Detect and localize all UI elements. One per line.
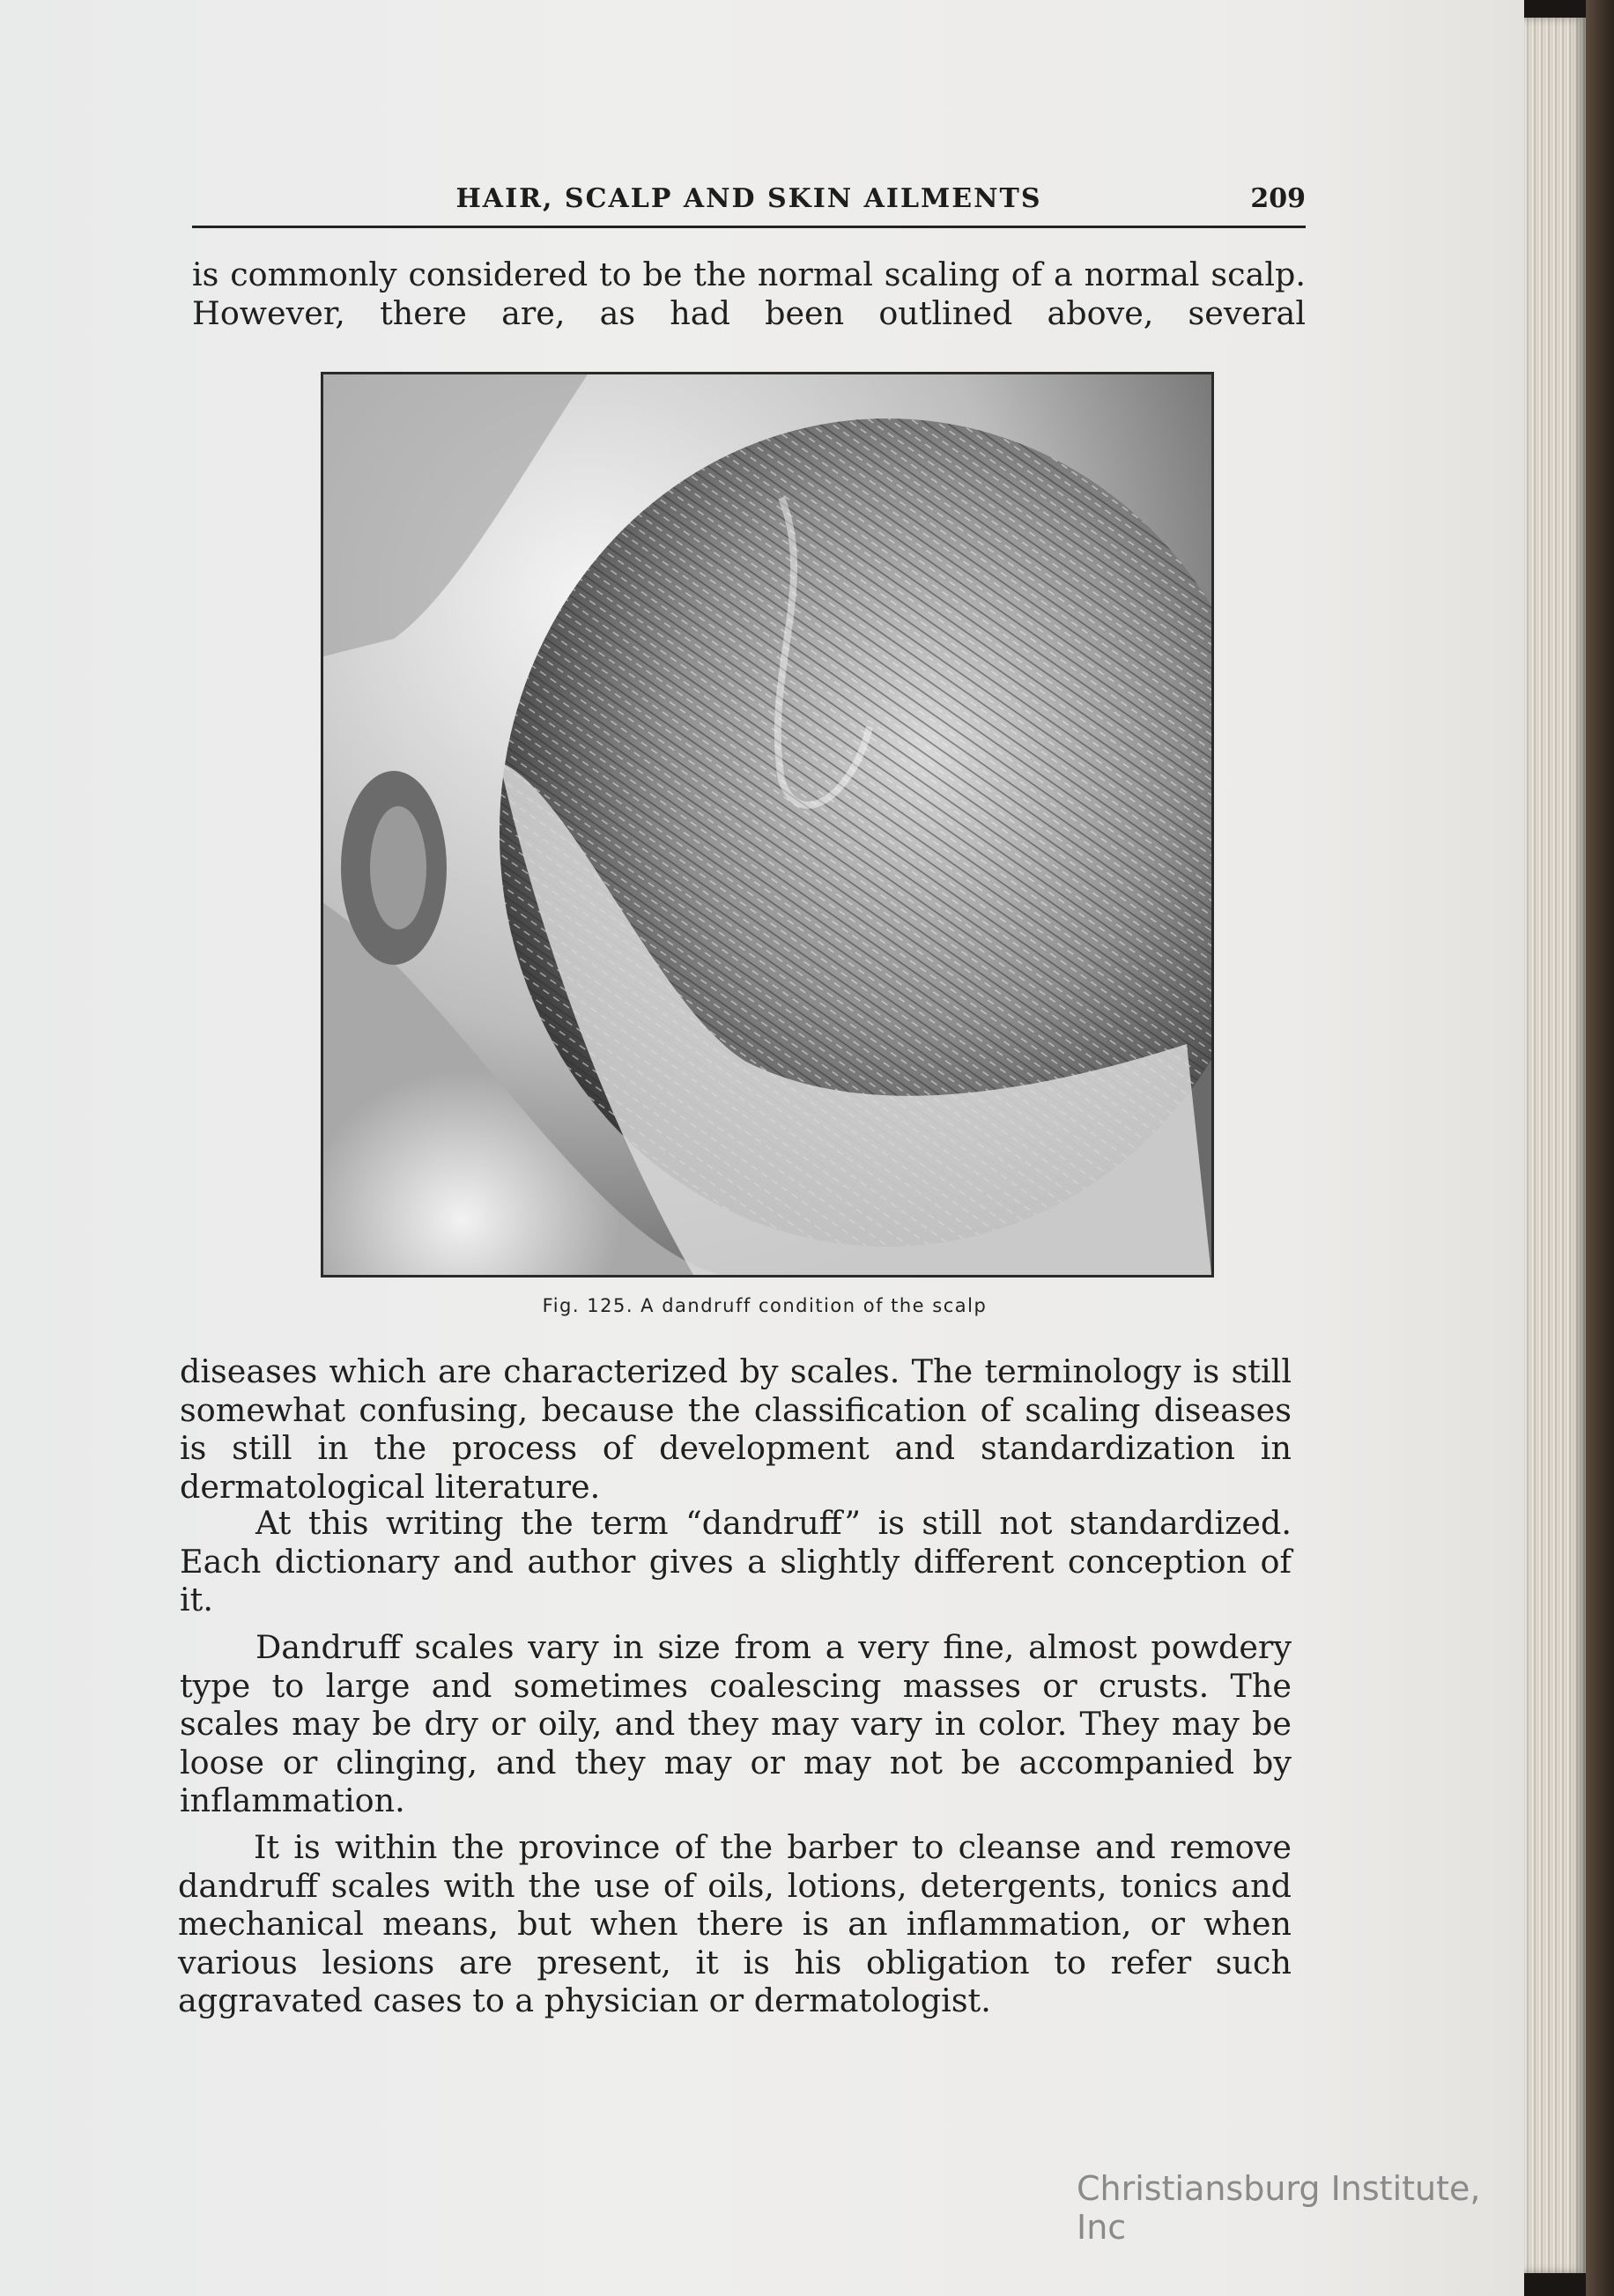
paragraph-1: diseases which are characterized by scales. The terminology is still somewhat confusing, because the classification of scaling diseases is still in the process of development and standardization in dermatological literature. — [180, 1352, 1292, 1506]
paragraph-3: Dandruff scales vary in size from a very fine, almost powdery type to large and sometimes coalescing masses or crusts. The scales may be dry or oily, and they may vary in color. They may be loose or clinging, and they may or may not be accompanied by inflammation. — [180, 1628, 1292, 1819]
book-spine — [1586, 0, 1614, 2296]
paragraph-4: It is within the province of the barber to cleanse and remove dandruff scales with the use of oils, lotions, detergents, tonics and mechanical means, but when there is an inflammation, or when various lesions are present, it is his obligation to refer such aggravated cases to a physician or dermatologist. — [178, 1828, 1292, 2019]
scalp-photo-illustration — [323, 374, 1211, 1275]
paragraph-2: At this writing the term “dandruff” is still not standardized. Each dictionary and author gives a slightly different conception of it. — [180, 1504, 1292, 1618]
page-number: 209 — [1250, 183, 1306, 214]
page-edges — [1524, 18, 1586, 2273]
figure-caption: Fig. 125. A dandruff condition of the scalp — [542, 1295, 988, 1316]
paragraph-top: is commonly considered to be the normal scaling of a normal scalp. However, there are, as had been outlined above, several — [192, 256, 1306, 332]
figure-photo — [321, 372, 1214, 1278]
watermark: Christiansburg Institute, Inc — [1077, 2169, 1481, 2247]
running-title: HAIR, SCALP AND SKIN AILMENTS — [455, 183, 1042, 214]
running-head — [192, 183, 1306, 228]
